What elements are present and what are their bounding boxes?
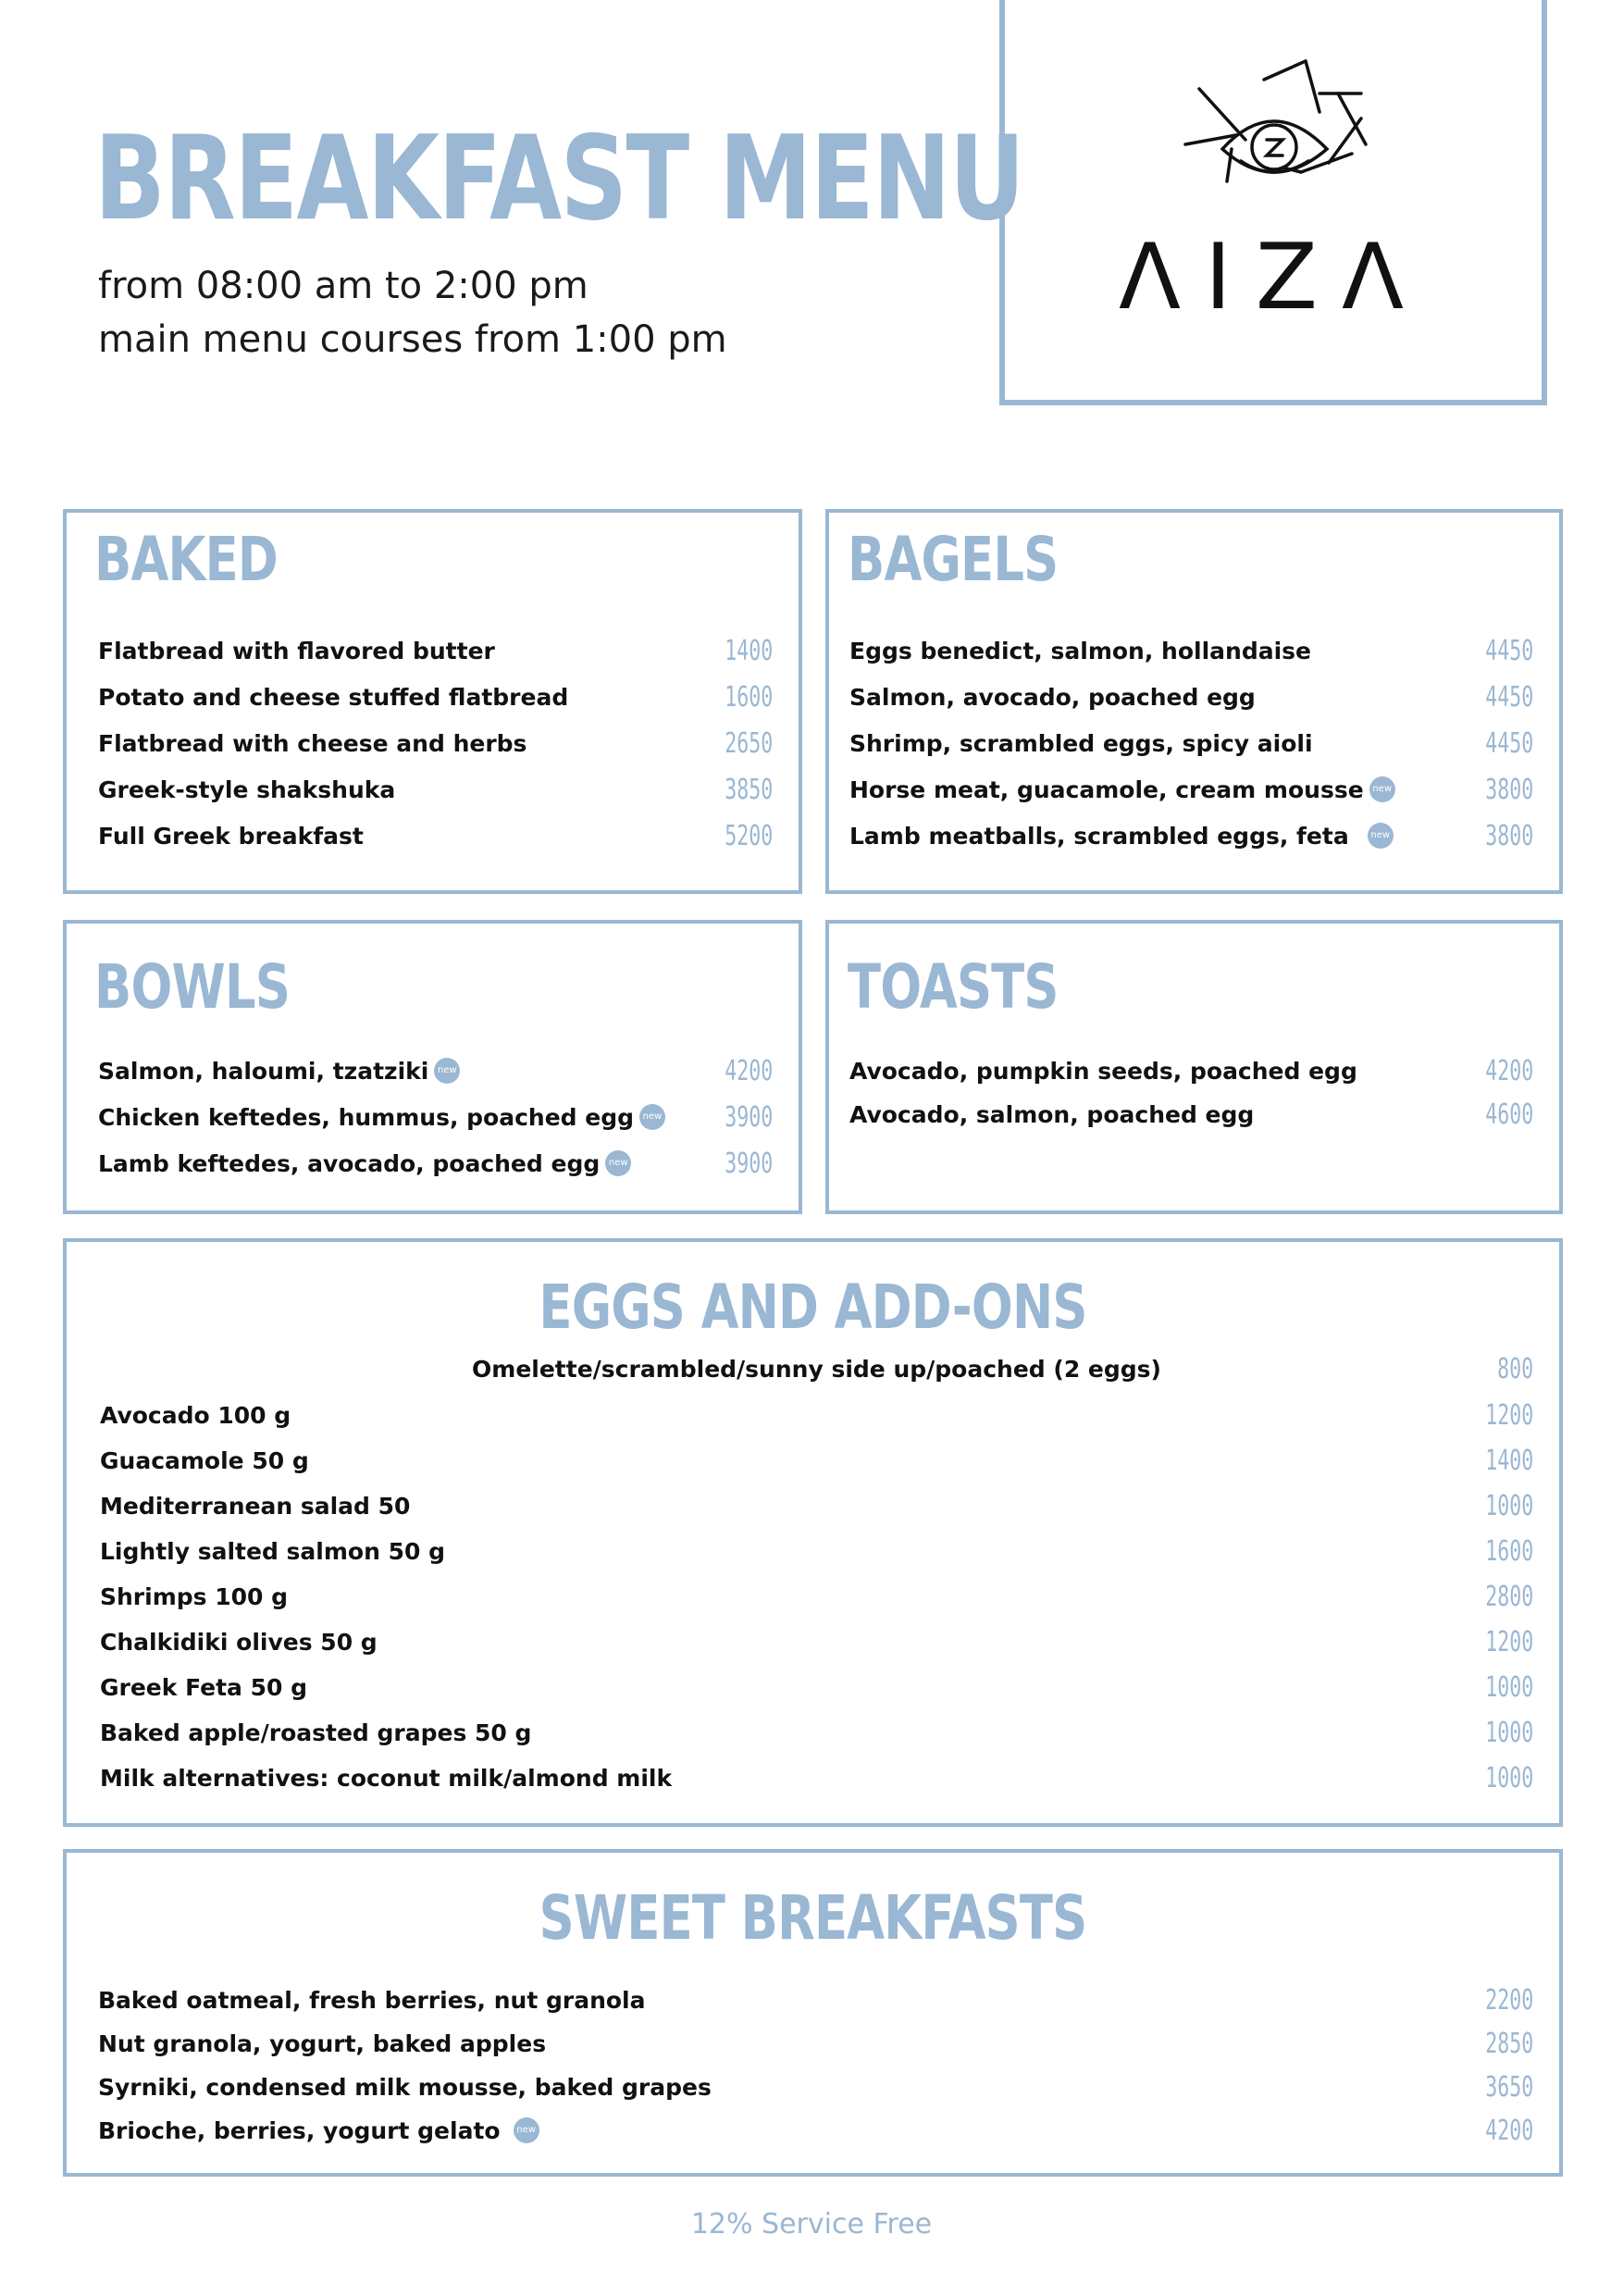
service-fee-note: 12% Service Free: [690, 2208, 933, 2240]
item-price: 2800: [1484, 1581, 1533, 1613]
item-price: 4600: [1484, 1098, 1533, 1131]
menu-item: [98, 1146, 773, 1183]
item-price: 3650: [1484, 2071, 1533, 2104]
bowls-title: BOWLS: [94, 951, 291, 1023]
menu-item: [98, 2113, 1533, 2150]
menu-item: [98, 1982, 1533, 2019]
sweet-section: [63, 1849, 1563, 2177]
menu-item: [849, 633, 1533, 670]
menu-item: [98, 772, 773, 809]
item-name: Shrimps 100 g: [100, 1583, 289, 1610]
item-name-with-badge: [98, 1146, 631, 1183]
new-badge: new: [1368, 823, 1394, 849]
bagels-title: BAGELS: [848, 524, 1059, 595]
item-name: Eggs benedict, salmon, hollandaise: [849, 638, 1311, 664]
item-name: Chalkidiki olives 50 g: [100, 1629, 378, 1656]
new-badge: new: [605, 1150, 631, 1176]
item-name: Flatbread with cheese and herbs: [98, 730, 527, 757]
menu-item: [98, 2026, 1533, 2063]
item-name: Salmon, haloumi, tzatziki: [98, 1058, 429, 1085]
sweet-title: SWEET BREAKFASTS: [539, 1882, 1087, 1954]
item-price: 5200: [724, 820, 773, 852]
item-name: Mediterranean salad 50: [100, 1493, 411, 1520]
item-name-with-badge: [98, 1099, 665, 1136]
menu-item: [98, 2069, 1533, 2106]
menu-item: [98, 1099, 773, 1136]
item-name-with-badge: [849, 772, 1395, 809]
item-price: 4450: [1484, 727, 1533, 760]
item-name: Flatbread with flavored butter: [98, 638, 495, 664]
menu-item: [849, 772, 1533, 809]
main-menu-note: main menu courses from 1:00 pm: [98, 318, 727, 361]
item-name: Lamb keftedes, avocado, poached egg: [98, 1150, 601, 1177]
item-price: 4200: [1484, 2115, 1533, 2147]
menu-item: [100, 1488, 1533, 1525]
item-name: Syrniki, condensed milk mousse, baked grapes: [98, 2074, 712, 2101]
menu-item: [849, 726, 1533, 763]
bagels-section: [825, 509, 1563, 894]
item-price: 1000: [1484, 1490, 1533, 1522]
item-price: 3850: [724, 774, 773, 806]
item-price: 1600: [1484, 1535, 1533, 1568]
logo-box: [999, 0, 1547, 405]
menu-item: [98, 818, 773, 855]
item-name: Horse meat, guacamole, cream mousse: [849, 776, 1364, 803]
menu-item: [100, 1669, 1533, 1706]
item-name: Lightly salted salmon 50 g: [100, 1538, 445, 1565]
menu-item: [849, 818, 1533, 855]
item-name: Chicken keftedes, hummus, poached egg: [98, 1104, 635, 1131]
menu-item: [100, 1397, 1533, 1434]
item-price: 4200: [724, 1055, 773, 1087]
eggs-section: [63, 1238, 1563, 1827]
item-price: 2650: [724, 727, 773, 760]
item-name: Avocado, pumpkin seeds, poached egg: [849, 1058, 1357, 1085]
item-price: 2200: [1484, 1984, 1533, 2017]
eye-logo-icon: [1171, 52, 1379, 218]
item-name: Avocado 100 g: [100, 1402, 291, 1429]
item-name-with-badge: [98, 2113, 539, 2150]
menu-item: [100, 1715, 1533, 1752]
item-name: Avocado, salmon, poached egg: [849, 1101, 1255, 1128]
menu-item: [100, 1760, 1533, 1797]
menu-item: [98, 679, 773, 716]
menu-item: [98, 633, 773, 670]
item-name: Lamb meatballs, scrambled eggs, feta: [849, 823, 1349, 850]
menu-item: [100, 1533, 1533, 1570]
item-price: 1000: [1484, 1717, 1533, 1749]
menu-item: [849, 1097, 1533, 1134]
item-name: Guacamole 50 g: [100, 1447, 309, 1474]
item-price: 1600: [724, 681, 773, 714]
item-price: 1000: [1484, 1762, 1533, 1794]
item-price: 800: [1496, 1353, 1533, 1385]
item-price: 3900: [724, 1148, 773, 1180]
new-badge: new: [514, 2117, 539, 2143]
item-price: 4450: [1484, 681, 1533, 714]
baked-section: [63, 509, 802, 894]
item-name: Potato and cheese stuffed flatbread: [98, 684, 569, 711]
menu-item: [100, 1443, 1533, 1480]
bowls-section: [63, 920, 802, 1214]
toasts-section: [825, 920, 1563, 1214]
new-badge: new: [639, 1104, 665, 1130]
baked-title: BAKED: [94, 524, 278, 595]
menu-item: [100, 1579, 1533, 1616]
menu-item: [98, 1053, 773, 1090]
item-name-with-badge: [849, 818, 1394, 855]
item-name: Full Greek breakfast: [98, 823, 364, 850]
new-badge: new: [434, 1058, 460, 1084]
item-price: 2850: [1484, 2028, 1533, 2060]
menu-item: [100, 1624, 1533, 1661]
item-price: 3800: [1484, 820, 1533, 852]
item-price: 4200: [1484, 1055, 1533, 1087]
item-price: 1000: [1484, 1671, 1533, 1704]
item-name: Greek-style shakshuka: [98, 776, 396, 803]
item-name: Nut granola, yogurt, baked apples: [98, 2030, 547, 2057]
item-name: Omelette/scrambled/sunny side up/poached (2 eggs): [472, 1356, 1161, 1383]
brand-name: ΛIZΛ: [1118, 225, 1429, 330]
new-badge: new: [1369, 776, 1395, 802]
item-name: Baked apple/roasted grapes 50 g: [100, 1719, 532, 1746]
eggs-title: EGGS AND ADD-ONS: [539, 1272, 1087, 1343]
item-name: Baked oatmeal, fresh berries, nut granola: [98, 1987, 646, 2014]
item-price: 1200: [1484, 1399, 1533, 1432]
page-title: BREAKFAST MENU: [94, 110, 1024, 246]
menu-item: [98, 726, 773, 763]
item-name: Salmon, avocado, poached egg: [849, 684, 1256, 711]
item-name-with-badge: [98, 1053, 460, 1090]
item-price: 1400: [724, 635, 773, 667]
item-name: Greek Feta 50 g: [100, 1674, 308, 1701]
item-name: Brioche, berries, yogurt gelato: [98, 2117, 501, 2144]
item-price: 3800: [1484, 774, 1533, 806]
menu-item: [849, 1053, 1533, 1090]
toasts-title: TOASTS: [848, 951, 1059, 1023]
item-price: 1400: [1484, 1445, 1533, 1477]
eggs-line: [100, 1351, 1533, 1388]
menu-item: [849, 679, 1533, 716]
item-name: Milk alternatives: coconut milk/almond milk: [100, 1765, 673, 1792]
item-price: 4450: [1484, 635, 1533, 667]
item-price: 1200: [1484, 1626, 1533, 1658]
hours-text: from 08:00 am to 2:00 pm: [98, 265, 588, 307]
item-price: 3900: [724, 1101, 773, 1134]
item-name: Shrimp, scrambled eggs, spicy aioli: [849, 730, 1313, 757]
